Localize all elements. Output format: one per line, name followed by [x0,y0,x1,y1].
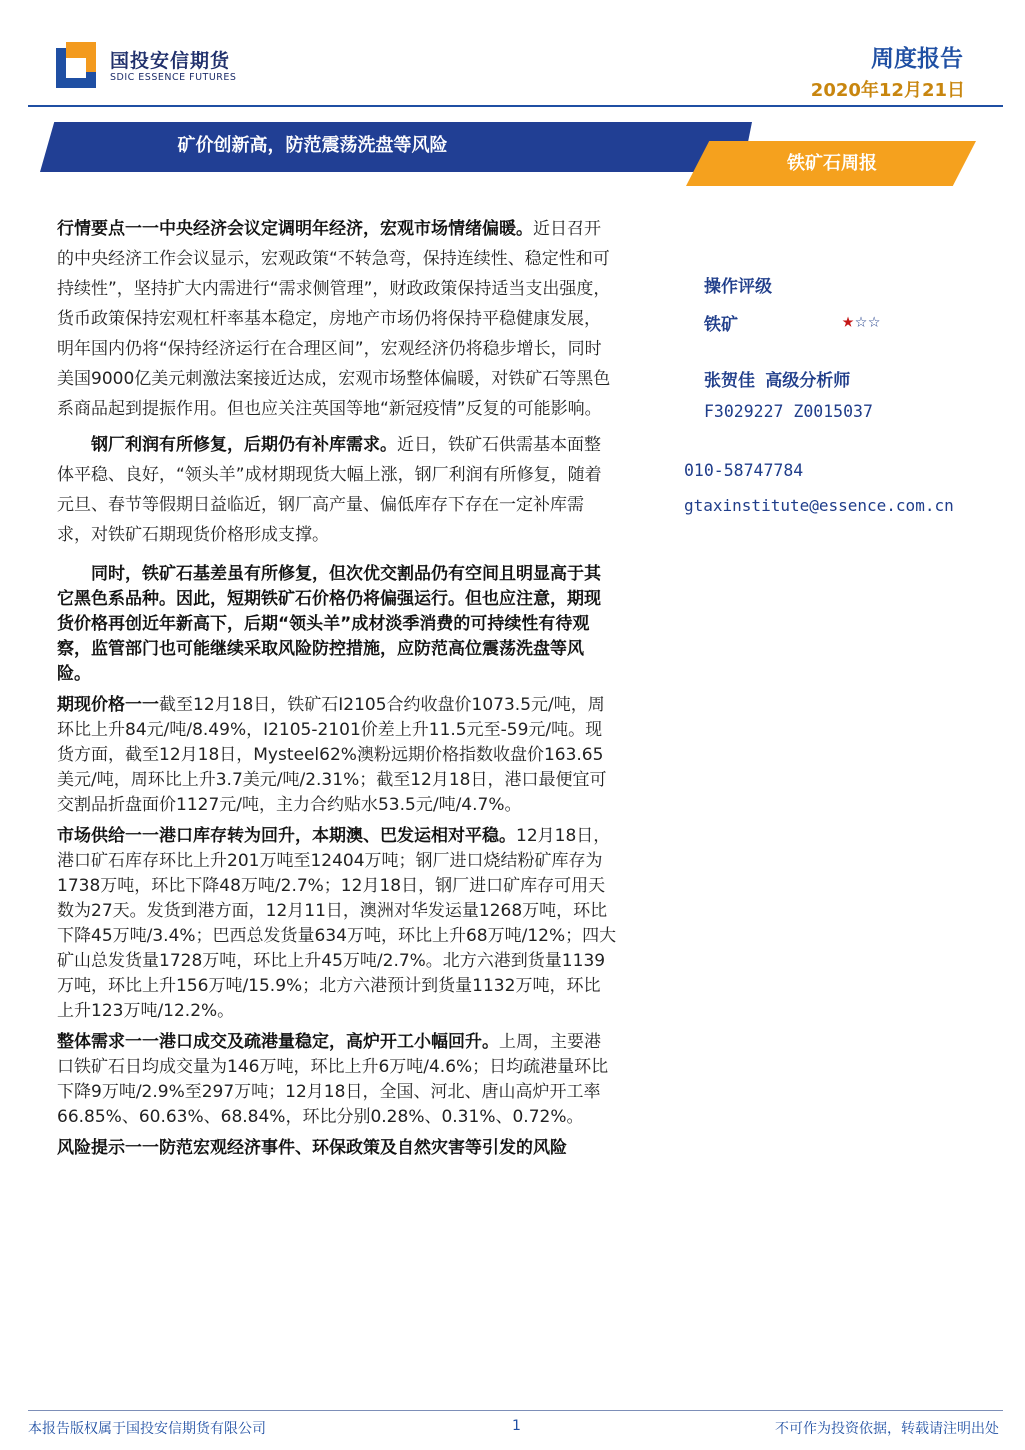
main-content [57,214,617,1167]
paragraph-risk [57,1136,617,1161]
rating-label: 铁矿 [704,315,738,335]
footer-disclaimer: 不可作为投资依据，转载请注明出处 [775,1421,999,1437]
report-title: 矿价创新高，防范震荡洗盘等风险 [177,135,448,156]
footer-divider [28,1410,1003,1411]
star-filled-icon: ★ [842,308,856,332]
paragraph-steel-profit [57,430,617,550]
analyst-certificates: F3029227 Z0015037 [704,402,873,421]
report-type: 周度报告 [871,46,963,72]
rating-stars [842,308,881,332]
supply-heading: 市场供给一一港口库存转为回升，本期澳、巴发运相对平稳。 [57,826,516,846]
outlook-text: 同时，铁矿石基差虽有所修复，但次优交割品仍有空间且明显高于其它黑色系品种。因此，短期铁矿石价格仍将偏强运行。但也应注意，期现货价格再创近年新高下，后期“领头羊”成材淡季消费的可持续性有待观察，监管部门也可能继续采取风险防控措施，应防范高位震荡洗盘等风险。 [57,564,601,684]
contact-email[interactable]: gtaxinstitute@essence.com.cn [684,496,954,515]
footer-copyright: 本报告版权属于国投安信期货有限公司 [28,1421,266,1437]
prices-heading: 期现价格一一 [57,695,159,715]
paragraph-prices [57,693,617,818]
report-subtitle: 铁矿石周报 [787,153,877,174]
paragraph-market-summary [57,214,617,424]
risk-text: 风险提示一一防范宏观经济事件、环保政策及自然灾害等引发的风险 [57,1138,567,1158]
steel-profit-heading: 钢厂利润有所修复，后期仍有补库需求。 [91,435,397,455]
logo-mark-icon [56,42,102,88]
logo-name-cn: 国投安信期货 [110,50,231,72]
analyst-name: 张贺佳 高级分析师 [704,371,851,391]
rating-title: 操作评级 [704,277,772,297]
star-empty-icon: ☆☆ [855,308,882,332]
market-summary-heading: 行情要点一一中央经济会议定调明年经济，宏观市场情绪偏暖。 [57,219,533,239]
contact-phone: 010-58747784 [684,461,804,480]
demand-text: 上周，主要港口铁矿石日均成交量为146万吨，环比上升6万吨/4.6%；日均疏港量环比下降9万吨/2.9%至297万吨；12月18日，全国、河北、唐山高炉开工率66.85%、60.63%、68.84%，环比分别0.28%、0.31%、0.72%。 [57,1032,609,1127]
report-date: 2020年12月21日 [810,80,965,101]
prices-text: 截至12月18日，铁矿石I2105合约收盘价1073.5元/吨，周环比上升84元/吨/8.49%，I2105-2101价差上升11.5元至-59元/吨。现货方面，截至12月18日，Mysteel62%澳粉远期价格指数收盘价163.65美元/吨，周环比上升3.7美元/吨/2.31%；截至12月18日，港口最便宜可交割品折盘面价1127元/吨，主力合约贴水53.5元/吨/4.7%。 [57,695,607,815]
header-divider [28,105,1003,107]
supply-text: 12月18日，港口矿石库存环比上升201万吨至12404万吨；钢厂进口烧结粉矿库存为1738万吨，环比下降48万吨/2.7%；12月18日，钢厂进口矿库存可用天数为27天。发货到港方面，12月11日，澳洲对华发运量1268万吨，环比下降45万吨/3.4%；巴西总发货量634万吨，环比上升68万吨/12%；四大矿山总发货量1728万吨，环比上升45万吨/2.7%。北方六港到货量1139万吨，环比上升156万吨/15.9%；北方六港预计到货量1132万吨，环比上升123万吨/12.2%。 [57,826,617,1021]
logo-name-en: SDIC ESSENCE FUTURES [110,72,237,83]
demand-heading: 整体需求一一港口成交及疏港量稳定，高炉开工小幅回升。 [57,1032,499,1052]
page-number: 1 [512,1418,521,1434]
market-summary-text: 近日召开的中央经济工作会议显示，宏观政策“不转急弯，保持连续性、稳定性和可持续性”，坚持扩大内需进行“需求侧管理”，财政政策保持适当支出强度，货币政策保持宏观杠杆率基本稳定，房地产市场仍将保持平稳健康发展，明年国内仍将“保持经济运行在合理区间”，宏观经济仍将稳步增长，同时美国9000亿美元刺激法案接近达成，宏观市场整体偏暖，对铁矿石等黑色系商品起到提振作用。但也应关注英国等地“新冠疫情”反复的可能影响。 [57,219,611,419]
company-logo [56,42,246,92]
paragraph-supply [57,824,617,1024]
paragraph-outlook [57,562,617,687]
steel-profit-text: 近日，铁矿石供需基本面整体平稳、良好，“领头羊”成材期现货大幅上涨，钢厂利润有所修复，随着元旦、春节等假期日益临近，钢厂高产量、偏低库存下存在一定补库需求，对铁矿石期现货价格形成支撑。 [57,435,602,545]
paragraph-demand [57,1030,617,1130]
